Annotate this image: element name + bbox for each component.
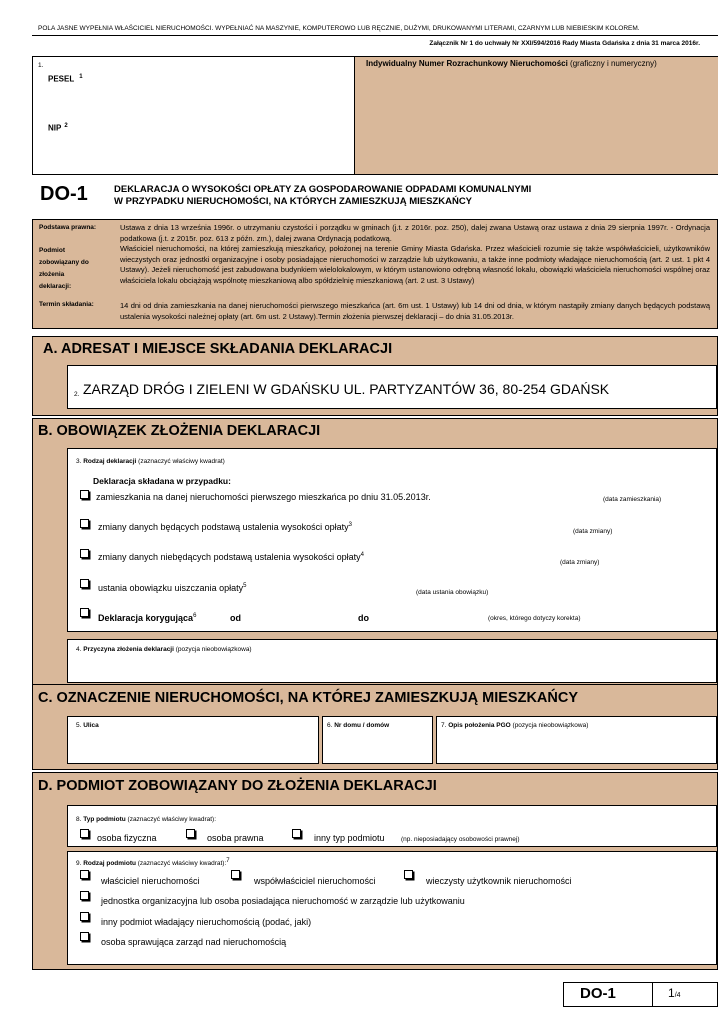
checkbox-change-nonbasis[interactable] [80,549,89,558]
opt-owner: właściciel nieruchomości [101,876,200,886]
field-8-label: 8. Typ podmiotu (zaznaczyć właściwy kwadrat): [76,816,217,823]
house-number-box[interactable] [322,716,433,764]
entity-type-box [67,805,717,847]
entity-kind-box [67,851,717,965]
opt-perpetual-user: wieczysty użytkownik nieruchomości [426,876,572,886]
section-d [32,772,718,970]
field-1-number: 1. [38,62,44,69]
page-indicator: 1/4 [668,986,681,1000]
checkbox-co-owner[interactable] [231,870,240,879]
opt-other-entity: inny typ podmiotu [314,833,385,843]
top-note: POLA JASNE WYPEŁNIA WŁAŚCICIEL NIERUCHOMOŚCI. WYPEŁNIAĆ NA MASZYNIE, KOMPUTEROWO LUB RĘCZNIE, DUŻYMI, DRUKOWANYMI LITERAMI, CZARNYM LUB NIEBIESKIM KOLOREM. [38,25,640,32]
opt-other-entity-hint: (np. nieposiadający osobowości prawnej) [401,836,520,843]
form-title-line-1: DEKLARACJA O WYSOKOŚCI OPŁATY ZA GOSPODAROWANIE ODPADAMI KOMUNALNYMI [114,184,532,195]
field-7-label: 7. Opis położenia PGO (pozycja nieobowiązkowa) [441,722,589,729]
checkbox-legal-person[interactable] [186,829,195,838]
declaration-subhead: Deklaracja składana w przypadku: [93,476,231,486]
opt-end-obligation-hint: (data ustania obowiązku) [416,589,489,596]
section-d-title: D. PODMIOT ZOBOWIĄZANY DO ZŁOŻENIA DEKLARACJI [38,778,437,794]
opt-org-unit: jednostka organizacyjna lub osoba posiadająca nieruchomość w zarządzie lub użytkowaniu [101,896,465,906]
checkbox-other-entity[interactable] [292,829,301,838]
reason-box[interactable] [67,639,717,683]
inrn-area [354,57,718,174]
addressee-box [67,365,717,409]
street-box[interactable] [67,716,319,764]
checkbox-change-basis[interactable] [80,519,89,528]
field-3-label: 3. Rodzaj deklaracji (zaznaczyć właściwy kwadrat) [76,458,225,465]
opt-change-basis-hint: (data zmiany) [573,528,613,535]
footer-divider [652,983,653,1006]
section-a [32,336,718,416]
opt-co-owner: współwłaściciel nieruchomości [254,876,376,886]
field-6-label: 6. Nr domu / domów [327,722,390,729]
field-5-label: 5. Ulica [76,722,99,729]
footer-form-code: DO-1 [580,985,616,1002]
opt-first-resident-hint: (data zamieszkania) [603,496,662,503]
legal-info-box [32,219,718,329]
opt-correction-hint: (okres, którego dotyczy korekta) [488,615,581,622]
checkbox-first-resident[interactable] [80,490,89,499]
basis-label: Podstawa prawna: [39,224,97,231]
addressee-text: ZARZĄD DRÓG I ZIELENI W GDAŃSKU UL. PARTYZANTÓW 36, 80-254 GDAŃSK [83,381,610,397]
checkbox-owner[interactable] [80,870,89,879]
opt-change-nonbasis: zmiany danych niebędących podstawą ustalenia wysokości opłaty$^4$ [98,552,364,562]
checkbox-correction[interactable] [80,608,89,617]
correction-from-label: od [230,613,241,623]
form-code: DO-1 [40,183,88,205]
checkbox-perpetual-user[interactable] [404,870,413,879]
opt-natural-person: osoba fizyczna [97,833,157,843]
field-9-label: 9. Rodzaj podmiotu (zaznaczyć właściwy kwadrat):$^7$ [76,858,230,868]
section-c-title: C. OZNACZENIE NIERUCHOMOŚCI, NA KTÓREJ ZAMIESZKUJĄ MIESZKAŃCY [38,690,579,706]
opt-correction: Deklaracja korygująca$^6$ [98,613,197,623]
checkbox-natural-person[interactable] [80,829,89,838]
pgo-location-box[interactable] [436,716,717,764]
basis-text: Ustawa z dnia 13 września 1996r. o utrzymaniu czystości i porządku w gminach (j.t. z 2016r. poz. 250), dalej zwana Ustawą oraz ustawa z dnia 29 sierpnia 1997r. - Ordynacja podatkowa (j.t. z 2015r. poz. 613 z późn. zm.), dalej zwana Ordynacją podatkową. [120,223,710,243]
form-title-line-2: W PRZYPADKU NIERUCHOMOŚCI, NA KTÓRYCH ZAMIESZKUJĄ MIESZKAŃCY [114,196,473,207]
deadline-label: Termin składania: [39,301,94,308]
deadline-text: 14 dni od dnia zamieszkania na danej nieruchomości pierwszego mieszkańca (art. 6m ust. 1 Ustawy) lub 14 dni od dnia, w którym nastąpiły zmiany danych będących podstawą ustalenia wysokości należnej opłaty (art. 6m ust. 2 Ustawy).Termin złożenia pierwszej deklaracji – do dnia 31.05.2013r. [120,301,710,321]
field-2-number: 2. [74,391,80,398]
opt-end-obligation: ustania obowiązku uiszczania opłaty$^5$ [98,583,247,593]
subject-text: Właściciel nieruchomości, na której zamieszkują mieszkańcy, położonej na terenie Gminy Miasta Gdańska. Przez właścicieli rozumie się także współwłaścicieli, użytkowników wieczystych oraz jednostki organizacyjne i osoby posiadające nieruchomości w zarządzie lub użytkowaniu, a także inne podmioty władające nieruchomością (art. 2 ust. 1 pkt 4 Ustawy). Jeżeli nieruchomość jest zabudowana budynkiem wielolokalowym, w którym ustanowiono odrębną własność lokalu, obowiązki właściciela nieruchomości wspólnej oraz właściciela lokalu obciążają wspólnotę mieszkaniową albo spółdzielnię mieszkaniową (art. 2 ust. 3 Ustawy) [120,244,710,285]
attachment-note: Załącznik Nr 1 do uchwały Nr XXI/594/2016 Rady Miasta Gdańska z dnia 31 marca 2016r. [429,40,700,47]
checkbox-org-unit[interactable] [80,891,89,900]
subject-label: Podmiot zobowiązany do złożenia deklaracji: [39,247,89,290]
checkbox-end-obligation[interactable] [80,579,89,588]
declaration-type-box [67,448,717,632]
checkbox-other-possessor[interactable] [80,912,89,921]
pesel-label: PESEL $^1$ [48,74,83,84]
section-b [32,418,718,690]
opt-change-nonbasis-hint: (data zmiany) [560,559,600,566]
checkbox-manager[interactable] [80,932,89,941]
opt-manager: osoba sprawująca zarząd nad nieruchomością [101,937,287,947]
nip-label: NIP $^2$ [48,123,68,133]
footer-box [563,982,718,1007]
section-b-title: B. OBOWIĄZEK ZŁOŻENIA DEKLARACJI [38,423,321,439]
id-box [32,56,718,175]
opt-first-resident: zamieszkania na danej nieruchomości pierwszego mieszkańca po dniu 31.05.2013r. [96,492,431,502]
opt-other-possessor: inny podmiot władający nieruchomością (podać, jaki) [101,917,312,927]
field-4-label: 4. Przyczyna złożenia deklaracji (pozycja nieobowiązkowa) [76,646,252,653]
inrn-label: Indywidualny Numer Rozrachunkowy Nieruchomości (graficzny i numeryczny) [366,59,657,68]
section-c [32,684,718,770]
section-a-title: A. ADRESAT I MIEJSCE SKŁADANIA DEKLARACJI [43,341,393,357]
correction-to-label: do [358,613,369,623]
top-divider [32,35,718,36]
opt-legal-person: osoba prawna [207,833,264,843]
opt-change-basis: zmiany danych będących podstawą ustalenia wysokości opłaty$^3$ [98,522,352,532]
